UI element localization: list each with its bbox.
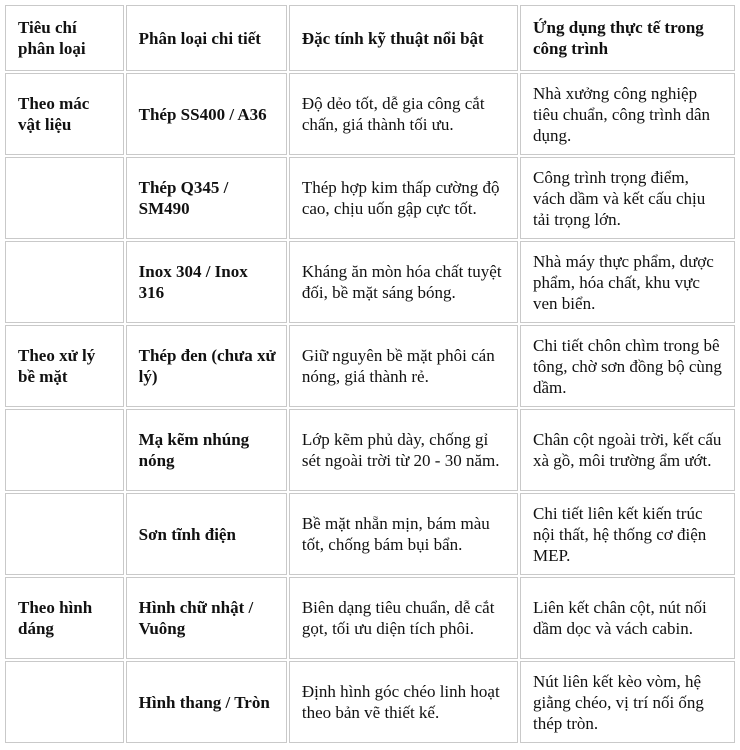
cell-property: Giữ nguyên bề mặt phôi cán nóng, giá thành rẻ. <box>289 325 518 407</box>
header-type: Phân loại chi tiết <box>126 5 287 71</box>
cell-property: Lớp kẽm phủ dày, chống gỉ sét ngoài trời từ 20 - 30 năm. <box>289 409 518 491</box>
cell-property: Bề mặt nhẵn mịn, bám màu tốt, chống bám bụi bẩn. <box>289 493 518 575</box>
table-row <box>5 661 735 743</box>
table-row <box>5 157 735 239</box>
table-row <box>5 241 735 323</box>
cell-application: Nhà máy thực phẩm, dược phẩm, hóa chất, khu vực ven biển. <box>520 241 735 323</box>
cell-property: Thép hợp kim thấp cường độ cao, chịu uốn gập cực tốt. <box>289 157 518 239</box>
cell-criterion: Theo hình dáng <box>5 577 124 659</box>
cell-property: Định hình góc chéo linh hoạt theo bản vẽ thiết kế. <box>289 661 518 743</box>
header-application: Ứng dụng thực tế trong công trình <box>520 5 735 71</box>
table-row <box>5 493 735 575</box>
cell-type: Mạ kẽm nhúng nóng <box>126 409 287 491</box>
cell-criterion <box>5 661 124 743</box>
table-row <box>5 409 735 491</box>
table-header-row <box>5 5 735 71</box>
cell-criterion <box>5 241 124 323</box>
cell-application: Chân cột ngoài trời, kết cấu xà gồ, môi trường ẩm ướt. <box>520 409 735 491</box>
table-row <box>5 577 735 659</box>
cell-criterion: Theo mác vật liệu <box>5 73 124 155</box>
cell-type: Hình chữ nhật / Vuông <box>126 577 287 659</box>
header-property: Đặc tính kỹ thuật nổi bật <box>289 5 518 71</box>
table-row <box>5 325 735 407</box>
cell-application: Công trình trọng điểm, vách dầm và kết cấu chịu tải trọng lớn. <box>520 157 735 239</box>
classification-table <box>3 3 737 745</box>
cell-criterion: Theo xử lý bề mặt <box>5 325 124 407</box>
cell-application: Chi tiết chôn chìm trong bê tông, chờ sơn đồng bộ cùng dầm. <box>520 325 735 407</box>
cell-criterion <box>5 493 124 575</box>
cell-type: Sơn tĩnh điện <box>126 493 287 575</box>
cell-type: Thép đen (chưa xử lý) <box>126 325 287 407</box>
cell-type: Thép SS400 / A36 <box>126 73 287 155</box>
cell-type: Inox 304 / Inox 316 <box>126 241 287 323</box>
cell-type: Hình thang / Tròn <box>126 661 287 743</box>
cell-application: Liên kết chân cột, nút nối dầm dọc và vách cabin. <box>520 577 735 659</box>
cell-application: Nhà xưởng công nghiệp tiêu chuẩn, công trình dân dụng. <box>520 73 735 155</box>
table-row <box>5 73 735 155</box>
cell-property: Độ dẻo tốt, dễ gia công cắt chấn, giá thành tối ưu. <box>289 73 518 155</box>
cell-criterion <box>5 157 124 239</box>
header-criterion: Tiêu chí phân loại <box>5 5 124 71</box>
cell-application: Nút liên kết kèo vòm, hệ giằng chéo, vị trí nối ống thép tròn. <box>520 661 735 743</box>
cell-application: Chi tiết liên kết kiến trúc nội thất, hệ thống cơ điện MEP. <box>520 493 735 575</box>
cell-type: Thép Q345 / SM490 <box>126 157 287 239</box>
cell-criterion <box>5 409 124 491</box>
cell-property: Kháng ăn mòn hóa chất tuyệt đối, bề mặt sáng bóng. <box>289 241 518 323</box>
cell-property: Biên dạng tiêu chuẩn, dễ cắt gọt, tối ưu diện tích phôi. <box>289 577 518 659</box>
